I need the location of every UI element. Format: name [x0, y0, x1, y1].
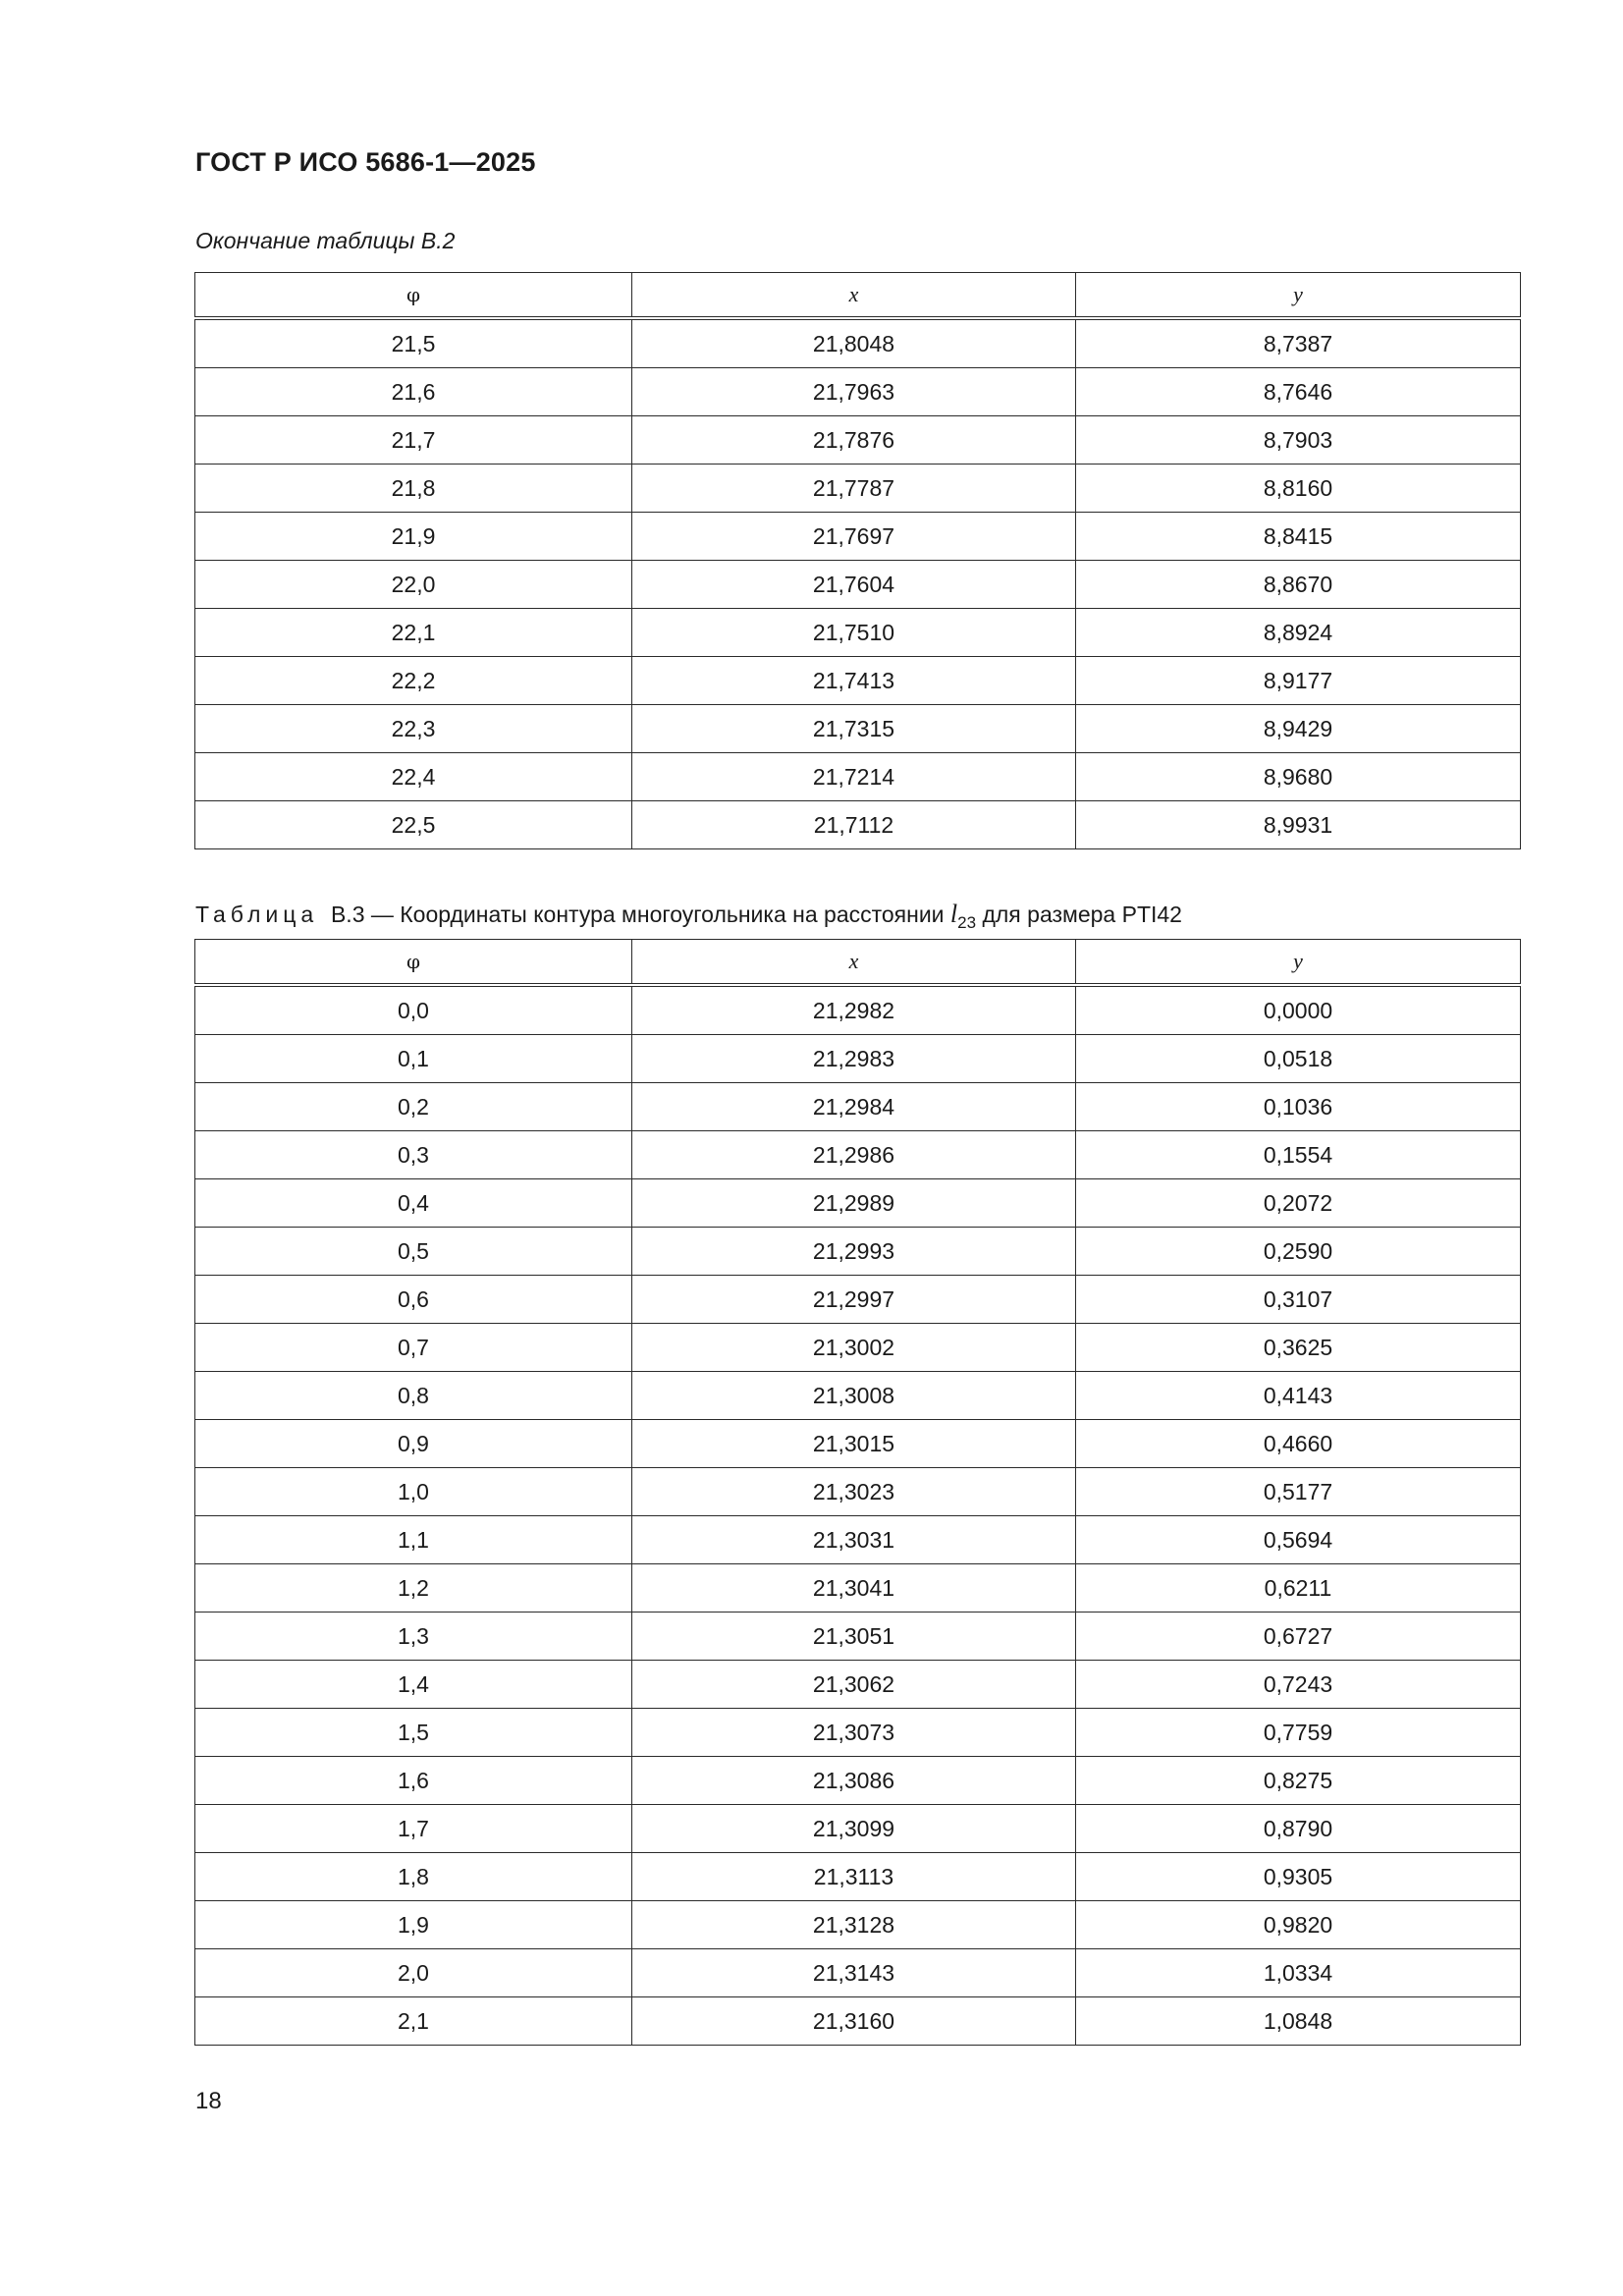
cell-x: 21,3113: [632, 1853, 1076, 1901]
cell-y: 8,7387: [1076, 318, 1521, 368]
cell-y: 0,3107: [1076, 1276, 1521, 1324]
table-row: [195, 1083, 1521, 1131]
cell-x: 21,2984: [632, 1083, 1076, 1131]
cell-x: 21,3128: [632, 1901, 1076, 1949]
table-row: [195, 1757, 1521, 1805]
document-header: ГОСТ Р ИСО 5686-1—2025: [195, 147, 536, 177]
table-row: [195, 1853, 1521, 1901]
table-row: [195, 1901, 1521, 1949]
cell-phi: 22,2: [195, 657, 632, 705]
cell-y: 8,9931: [1076, 801, 1521, 849]
cell-phi: 22,0: [195, 561, 632, 609]
table-b3-caption-label: Таблица: [195, 902, 319, 927]
column-header-y: y: [1076, 273, 1521, 319]
cell-phi: 0,0: [195, 985, 632, 1035]
table-row: [195, 465, 1521, 513]
cell-phi: 0,4: [195, 1179, 632, 1228]
table-row: [195, 657, 1521, 705]
table-header-row: [195, 273, 1521, 319]
cell-phi: 22,5: [195, 801, 632, 849]
table-row: [195, 1805, 1521, 1853]
cell-x: 21,3023: [632, 1468, 1076, 1516]
column-header-phi: φ: [195, 273, 632, 319]
cell-phi: 0,2: [195, 1083, 632, 1131]
table-row: [195, 1661, 1521, 1709]
cell-x: 21,2989: [632, 1179, 1076, 1228]
cell-y: 8,7903: [1076, 416, 1521, 465]
cell-x: 21,2986: [632, 1131, 1076, 1179]
cell-phi: 1,4: [195, 1661, 632, 1709]
cell-x: 21,3086: [632, 1757, 1076, 1805]
table-b3-caption-subscript: 23: [957, 913, 977, 932]
cell-x: 21,3008: [632, 1372, 1076, 1420]
cell-x: 21,3062: [632, 1661, 1076, 1709]
cell-phi: 0,6: [195, 1276, 632, 1324]
cell-x: 21,2983: [632, 1035, 1076, 1083]
cell-phi: 2,0: [195, 1949, 632, 1997]
table-row: [195, 1997, 1521, 2046]
cell-y: 0,0518: [1076, 1035, 1521, 1083]
cell-phi: 0,9: [195, 1420, 632, 1468]
page-number: 18: [195, 2088, 222, 2114]
cell-phi: 22,3: [195, 705, 632, 753]
cell-y: 8,7646: [1076, 368, 1521, 416]
cell-y: 8,8670: [1076, 561, 1521, 609]
column-header-phi: φ: [195, 940, 632, 986]
table-b3: [194, 939, 1521, 2046]
cell-x: 21,3073: [632, 1709, 1076, 1757]
table-row: [195, 368, 1521, 416]
cell-phi: 0,7: [195, 1324, 632, 1372]
cell-x: 21,3051: [632, 1613, 1076, 1661]
cell-phi: 21,8: [195, 465, 632, 513]
cell-phi: 22,4: [195, 753, 632, 801]
cell-phi: 1,5: [195, 1709, 632, 1757]
cell-phi: 21,5: [195, 318, 632, 368]
table-row: [195, 705, 1521, 753]
table-b3-caption-text: В.3 — Координаты контура многоугольника на расстоянии: [330, 902, 945, 927]
cell-y: 0,6727: [1076, 1613, 1521, 1661]
cell-x: 21,7697: [632, 513, 1076, 561]
cell-phi: 0,1: [195, 1035, 632, 1083]
table-row: [195, 801, 1521, 849]
table-b2: [194, 272, 1521, 849]
table-row: [195, 753, 1521, 801]
cell-phi: 1,7: [195, 1805, 632, 1853]
table-row: [195, 416, 1521, 465]
cell-x: 21,7214: [632, 753, 1076, 801]
cell-phi: 1,6: [195, 1757, 632, 1805]
table-row: [195, 513, 1521, 561]
table-row: [195, 1613, 1521, 1661]
cell-phi: 0,8: [195, 1372, 632, 1420]
cell-y: 0,9820: [1076, 1901, 1521, 1949]
cell-x: 21,7112: [632, 801, 1076, 849]
cell-y: 8,9177: [1076, 657, 1521, 705]
table-row: [195, 1468, 1521, 1516]
column-header-x: x: [632, 273, 1076, 319]
cell-x: 21,7604: [632, 561, 1076, 609]
cell-phi: 1,8: [195, 1853, 632, 1901]
cell-y: 0,6211: [1076, 1564, 1521, 1613]
table-row: [195, 1372, 1521, 1420]
table-row: [195, 985, 1521, 1035]
cell-x: 21,3099: [632, 1805, 1076, 1853]
cell-x: 21,3015: [632, 1420, 1076, 1468]
table-b3-caption-variable: l: [949, 900, 958, 928]
table-row: [195, 1324, 1521, 1372]
cell-y: 8,8415: [1076, 513, 1521, 561]
cell-x: 21,7876: [632, 416, 1076, 465]
cell-phi: 1,9: [195, 1901, 632, 1949]
cell-phi: 0,3: [195, 1131, 632, 1179]
cell-x: 21,3002: [632, 1324, 1076, 1372]
table-header-row: [195, 940, 1521, 986]
cell-x: 21,3143: [632, 1949, 1076, 1997]
table-row: [195, 318, 1521, 368]
cell-x: 21,2997: [632, 1276, 1076, 1324]
cell-x: 21,3031: [632, 1516, 1076, 1564]
table-row: [195, 1179, 1521, 1228]
cell-y: 0,7243: [1076, 1661, 1521, 1709]
cell-phi: 1,2: [195, 1564, 632, 1613]
cell-y: 8,9680: [1076, 753, 1521, 801]
table-row: [195, 1131, 1521, 1179]
table-row: [195, 1709, 1521, 1757]
cell-x: 21,3160: [632, 1997, 1076, 2046]
cell-y: 0,8275: [1076, 1757, 1521, 1805]
cell-x: 21,8048: [632, 318, 1076, 368]
cell-y: 1,0334: [1076, 1949, 1521, 1997]
table-b2-continuation-caption: Окончание таблицы В.2: [195, 228, 456, 253]
table-row: [195, 1564, 1521, 1613]
table-row: [195, 1420, 1521, 1468]
cell-y: 0,4143: [1076, 1372, 1521, 1420]
table-b3-caption-suffix: для размера PTI42: [982, 902, 1182, 927]
cell-phi: 21,9: [195, 513, 632, 561]
cell-phi: 0,5: [195, 1228, 632, 1276]
cell-y: 8,8924: [1076, 609, 1521, 657]
cell-y: 0,4660: [1076, 1420, 1521, 1468]
cell-x: 21,3041: [632, 1564, 1076, 1613]
cell-phi: 21,7: [195, 416, 632, 465]
table-row: [195, 1516, 1521, 1564]
cell-y: 8,8160: [1076, 465, 1521, 513]
table-row: [195, 1228, 1521, 1276]
table-row: [195, 609, 1521, 657]
cell-phi: 1,0: [195, 1468, 632, 1516]
cell-y: 8,9429: [1076, 705, 1521, 753]
cell-phi: 1,1: [195, 1516, 632, 1564]
cell-x: 21,7315: [632, 705, 1076, 753]
cell-x: 21,7963: [632, 368, 1076, 416]
table-row: [195, 1949, 1521, 1997]
cell-y: 0,2590: [1076, 1228, 1521, 1276]
cell-phi: 22,1: [195, 609, 632, 657]
table-row: [195, 561, 1521, 609]
cell-x: 21,7510: [632, 609, 1076, 657]
cell-y: 0,5694: [1076, 1516, 1521, 1564]
cell-phi: 21,6: [195, 368, 632, 416]
cell-y: 0,3625: [1076, 1324, 1521, 1372]
table-row: [195, 1035, 1521, 1083]
cell-y: 1,0848: [1076, 1997, 1521, 2046]
table-b3-caption: [195, 900, 1182, 933]
cell-y: 0,1036: [1076, 1083, 1521, 1131]
cell-y: 0,8790: [1076, 1805, 1521, 1853]
cell-x: 21,2993: [632, 1228, 1076, 1276]
cell-y: 0,2072: [1076, 1179, 1521, 1228]
cell-x: 21,7787: [632, 465, 1076, 513]
cell-phi: 1,3: [195, 1613, 632, 1661]
column-header-y: y: [1076, 940, 1521, 986]
cell-y: 0,5177: [1076, 1468, 1521, 1516]
table-row: [195, 1276, 1521, 1324]
cell-x: 21,2982: [632, 985, 1076, 1035]
cell-y: 0,7759: [1076, 1709, 1521, 1757]
column-header-x: x: [632, 940, 1076, 986]
cell-x: 21,7413: [632, 657, 1076, 705]
cell-y: 0,1554: [1076, 1131, 1521, 1179]
cell-y: 0,9305: [1076, 1853, 1521, 1901]
cell-y: 0,0000: [1076, 985, 1521, 1035]
cell-phi: 2,1: [195, 1997, 632, 2046]
